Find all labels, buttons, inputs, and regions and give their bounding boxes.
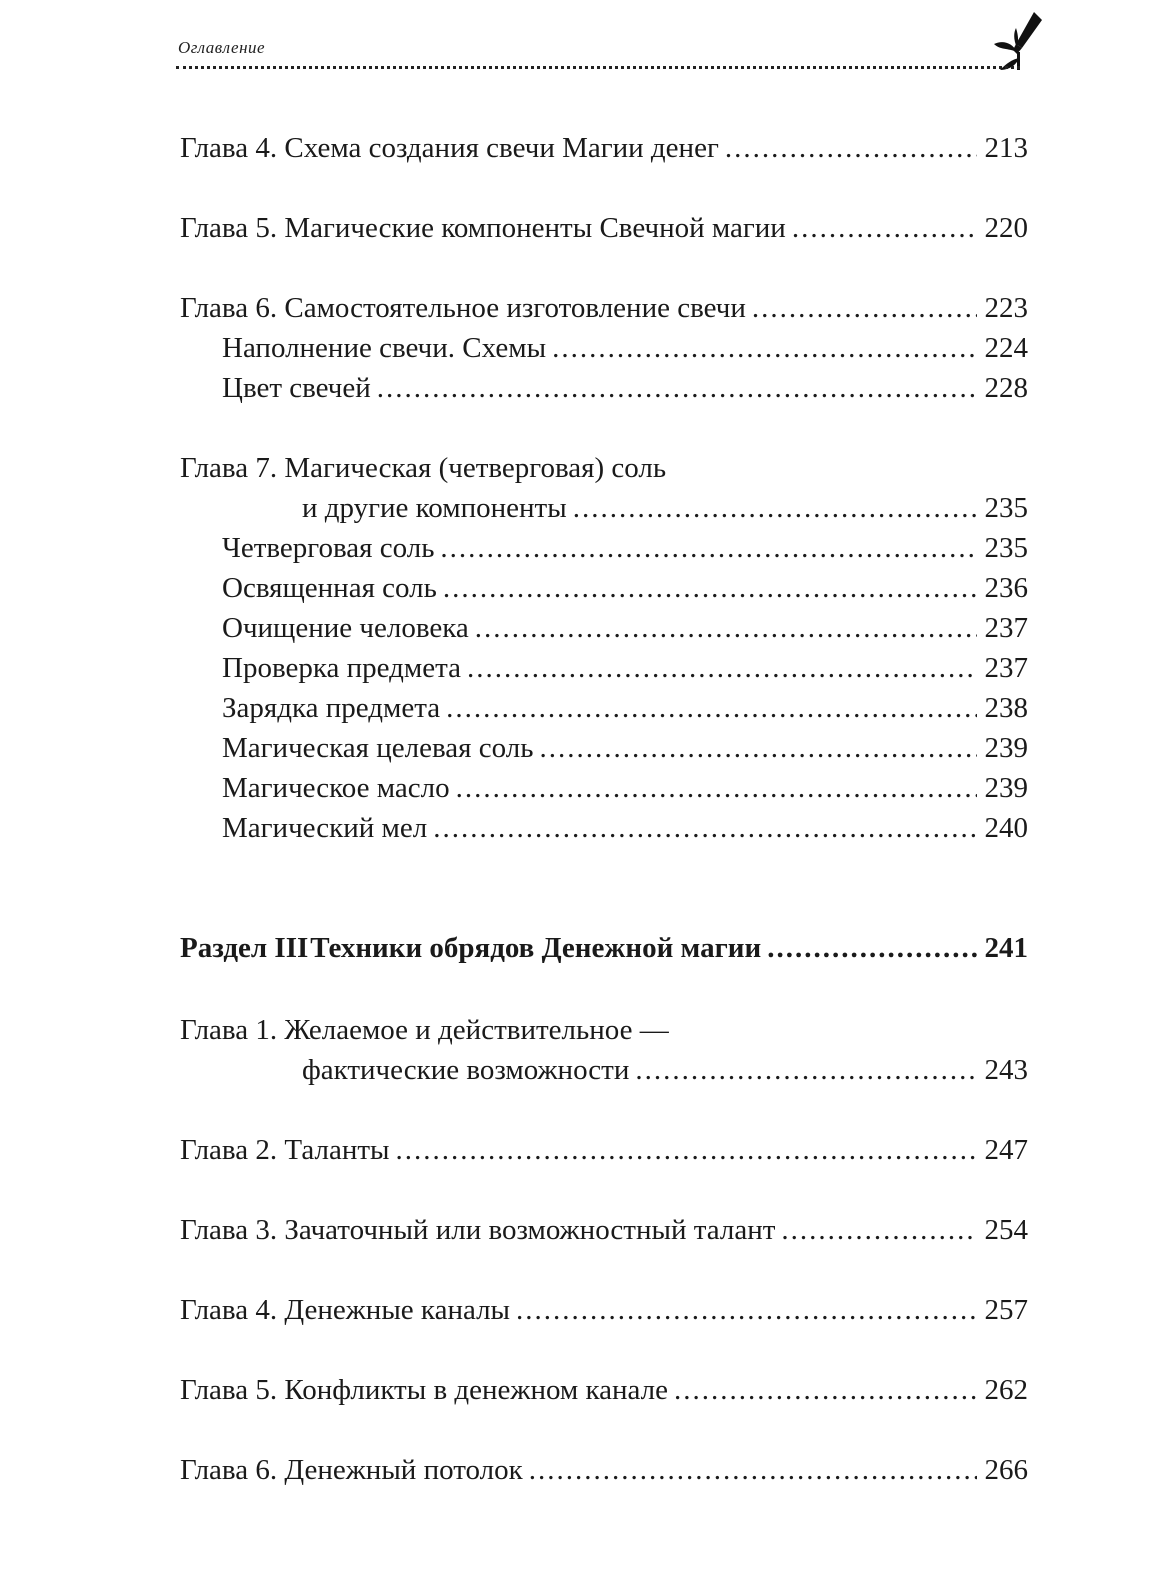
pen-and-sprout-icon: [986, 8, 1046, 74]
toc-subentry[interactable]: [0, 688, 1028, 728]
toc-section-label: Раздел III: [180, 932, 309, 964]
toc-leader-dots: [443, 568, 977, 608]
toc-entry-title: Магическая целевая соль: [222, 732, 534, 764]
toc-entry-continuation[interactable]: [0, 1050, 1028, 1090]
toc-entry-title: Глава 4. Схема создания свечи Магии денег: [180, 132, 719, 164]
toc-leader-dots: [396, 1130, 977, 1170]
toc-leader-dots: [552, 328, 976, 368]
toc-entry-page: 223: [984, 292, 1028, 324]
toc-leader-dots: [440, 528, 976, 568]
toc-leader-dots: [725, 128, 977, 168]
toc-entry-title: Глава 4. Денежные каналы: [180, 1294, 511, 1326]
toc-entry-title: Четверговая соль: [222, 532, 435, 564]
toc-entry-title: Глава 5. Конфликты в денежном канале: [180, 1374, 669, 1406]
toc-subentry[interactable]: [0, 728, 1028, 768]
toc-leader-dots: [767, 928, 976, 968]
toc-entry-title: Глава 3. Зачаточный или возможностный талант: [180, 1214, 776, 1246]
toc-entry[interactable]: [0, 128, 1028, 168]
toc-entry-page: 239: [984, 732, 1028, 764]
toc-entry-title: Очищение человека: [222, 612, 469, 644]
toc-entry-page: 224: [984, 332, 1028, 364]
toc-entry[interactable]: [0, 1450, 1028, 1490]
toc-entry-title: Зарядка предмета: [222, 692, 441, 724]
toc-entry-title: Цвет свечей: [222, 372, 371, 404]
toc-entry-title: Проверка предмета: [222, 652, 461, 684]
toc-entry[interactable]: [0, 1370, 1028, 1410]
toc-entry-title: Глава 7. Магическая (четверговая) соль: [180, 452, 667, 484]
toc-entry-page: 247: [984, 1134, 1028, 1166]
toc-entry-title: Техники обрядов Денежной магии: [310, 932, 762, 964]
toc-entry-page: 238: [984, 692, 1028, 724]
toc-leader-dots: [516, 1290, 976, 1330]
toc-entry-page: 220: [984, 212, 1028, 244]
toc-entry-title: Глава 6. Самостоятельное изготовление свечи: [180, 292, 746, 324]
toc-entry[interactable]: [0, 208, 1028, 248]
toc-entry-page: 266: [984, 1454, 1028, 1486]
toc-subentry[interactable]: [0, 808, 1028, 848]
toc-entry-page: 239: [984, 772, 1028, 804]
running-head: Оглавление: [178, 38, 266, 57]
toc-leader-dots: [475, 608, 977, 648]
toc-entry-page: 237: [984, 612, 1028, 644]
toc-entry-title: Глава 5. Магические компоненты Свечной магии: [180, 212, 786, 244]
toc-leader-dots: [635, 1050, 976, 1090]
toc-entry-page: 240: [984, 812, 1028, 844]
toc-subentry[interactable]: [0, 328, 1028, 368]
toc-entry-title: Освященная соль: [222, 572, 437, 604]
toc-entry-title: Магическое масло: [222, 772, 450, 804]
toc-entry[interactable]: [0, 448, 1028, 488]
toc-entry-title: фактические возможности: [302, 1054, 630, 1086]
toc-leader-dots: [377, 368, 977, 408]
toc-entry-title: Глава 1. Желаемое и действительное —: [180, 1014, 669, 1046]
header-dotted-rule: [176, 66, 1020, 69]
toc-entry-page: 237: [984, 652, 1028, 684]
toc-leader-dots: [456, 768, 977, 808]
toc-entry-page: 213: [984, 132, 1028, 164]
toc-subentry[interactable]: [0, 648, 1028, 688]
toc-subentry[interactable]: [0, 568, 1028, 608]
toc-subentry[interactable]: [0, 368, 1028, 408]
toc-entry-title: Глава 2. Таланты: [180, 1134, 390, 1166]
toc-entry[interactable]: [0, 1290, 1028, 1330]
toc-leader-dots: [781, 1210, 976, 1250]
toc-leader-dots: [433, 808, 976, 848]
toc-entry-page: 228: [984, 372, 1028, 404]
toc-leader-dots: [752, 288, 977, 328]
toc-entry-page: 235: [984, 492, 1028, 524]
toc-leader-dots: [792, 208, 977, 248]
toc-leader-dots: [674, 1370, 976, 1410]
toc-entry-page: 262: [984, 1374, 1028, 1406]
toc-entry-title: Наполнение свечи. Схемы: [222, 332, 547, 364]
toc-entry-page: 254: [984, 1214, 1028, 1246]
toc-leader-dots: [467, 648, 977, 688]
toc-entry-title: и другие компоненты: [302, 492, 567, 524]
toc-entry-page: 241: [984, 932, 1028, 964]
toc-entry-page: 236: [984, 572, 1028, 604]
toc-section-entry[interactable]: [0, 928, 1028, 968]
toc-leader-dots: [573, 488, 977, 528]
toc-entry-title: Магический мел: [222, 812, 428, 844]
toc-leader-dots: [529, 1450, 977, 1490]
toc-entry[interactable]: [0, 1210, 1028, 1250]
toc-entry-page: 243: [984, 1054, 1028, 1086]
toc-subentry[interactable]: [0, 528, 1028, 568]
toc-subentry[interactable]: [0, 768, 1028, 808]
toc-entry[interactable]: [0, 288, 1028, 328]
toc-subentry[interactable]: [0, 608, 1028, 648]
toc-entry-page: 257: [984, 1294, 1028, 1326]
toc-entry[interactable]: [0, 1130, 1028, 1170]
toc-entry[interactable]: [0, 1010, 1028, 1050]
toc-leader-dots: [446, 688, 976, 728]
toc-entry-page: 235: [984, 532, 1028, 564]
toc-entry-title: Глава 6. Денежный потолок: [180, 1454, 523, 1486]
toc-leader-dots: [539, 728, 976, 768]
toc-entry-continuation[interactable]: [0, 488, 1028, 528]
